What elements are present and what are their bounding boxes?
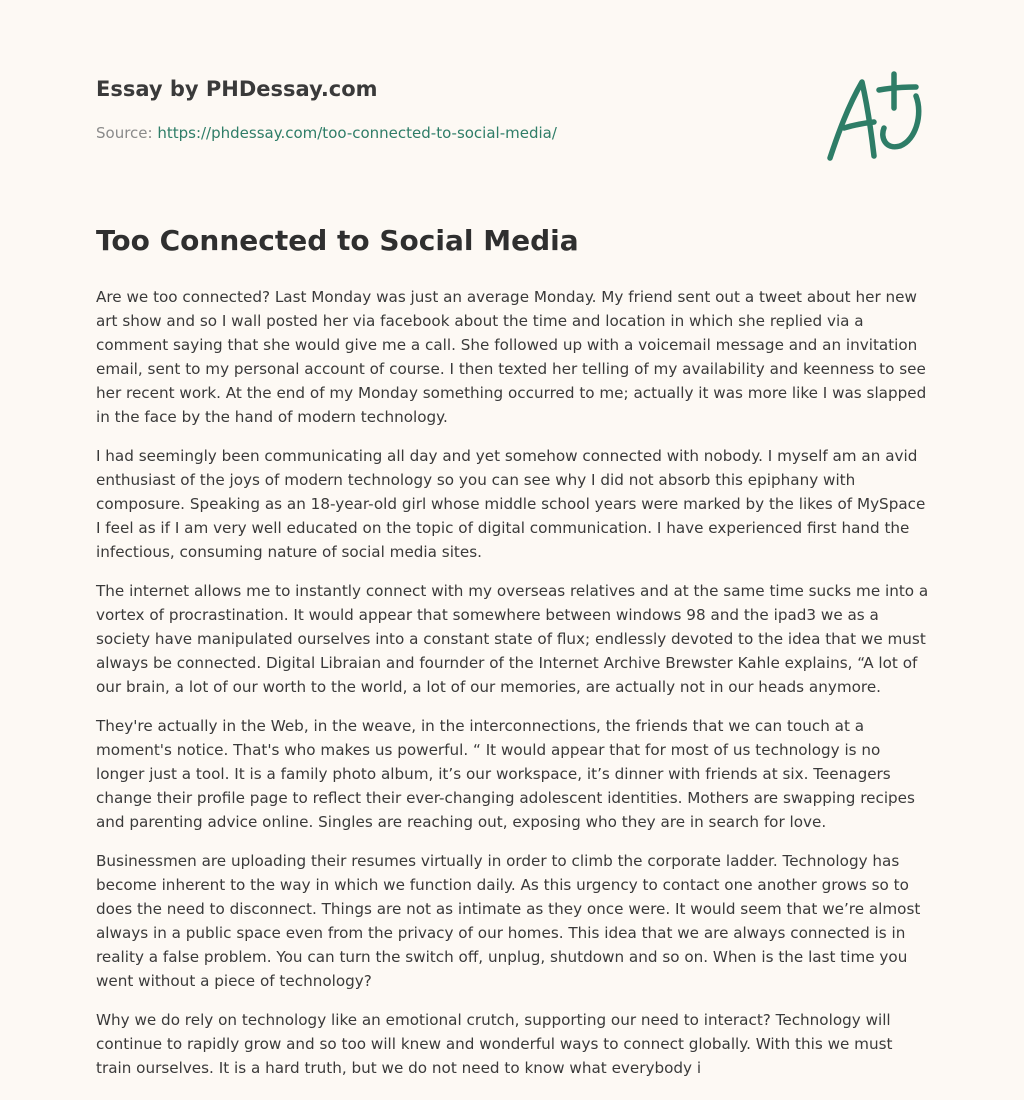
a-plus-logo-icon xyxy=(824,68,928,166)
site-brand: Essay by PHDessay.com xyxy=(96,77,378,101)
source-line xyxy=(96,124,557,142)
source-label: Source: xyxy=(96,124,158,142)
essay-paragraph: Are we too connected? Last Monday was just an average Monday. My friend sent out a tweet about her new art show and so I wall posted her via facebook about the time and location in which she replied via a comment saying that she would give me a call. She followed up with a voicemail message and an invitation email, sent to my personal account of course. I then texted her telling of my availability and keenness to see her recent work. At the end of my Monday something occurred to me; actually it was more like I was slapped in the face by the hand of modern technology. xyxy=(96,288,927,426)
essay-body xyxy=(96,285,932,1095)
essay-paragraph: They're actually in the Web, in the weave, in the interconnections, the friends that we can touch at a moment's notice. That's who makes us powerful. “ It would appear that for most of us technology is no longer just a tool. It is a family photo album, it’s our workspace, it’s dinner with friends at six. Teenagers change their profile page to reflect their ever-changing adolescent identities. Mothers are swapping recipes and parenting advice online. Singles are reaching out, exposing who they are in search for love. xyxy=(96,717,915,831)
essay-paragraph: Businessmen are uploading their resumes virtually in order to climb the corporate ladder. Technology has become inherent to the way in which we function daily. As this urgency to contact one another grows so to does the need to disconnect. Things are not as intimate as they once were. It would seem that we’re almost always in a public space even from the privacy of our homes. This idea that we are always connected is in reality a false problem. You can turn the switch off, unplug, shutdown and so on. When is the last time you went without a piece of technology? xyxy=(96,852,921,990)
essay-paragraph: The internet allows me to instantly connect with my overseas relatives and at the same time sucks me into a vortex of procrastination. It would appear that somewhere between windows 98 and the ipad3 we as a society have manipulated ourselves into a constant state of flux; endlessly devoted to the idea that we must always be connected. Digital Libraian and fournder of the Internet Archive Brewster Kahle explains, “A lot of our brain, a lot of our worth to the world, a lot of our memories, are actually not in our heads anymore. xyxy=(96,582,929,696)
essay-paragraph: Why we do rely on technology like an emotional crutch, supporting our need to interact? Technology will continue to rapidly grow and so too will knew and wonderful ways to connect globally. With this we must train ourselves. It is a hard truth, but we do not need to know what everybody i xyxy=(96,1011,893,1077)
essay-title: Too Connected to Social Media xyxy=(96,224,579,257)
essay-paragraph: I had seemingly been communicating all day and yet somehow connected with nobody. I myself am an avid enthusiast of the joys of modern technology so you can see why I did not absorb this epiphany with composure. Speaking as an 18-year-old girl whose middle school years were marked by the likes of MySpace I feel as if I am very well educated on the topic of digital communication. I have experienced first hand the infectious, consuming nature of social media sites. xyxy=(96,447,926,561)
source-link[interactable]: https://phdessay.com/too-connected-to-social-media/ xyxy=(157,124,557,142)
